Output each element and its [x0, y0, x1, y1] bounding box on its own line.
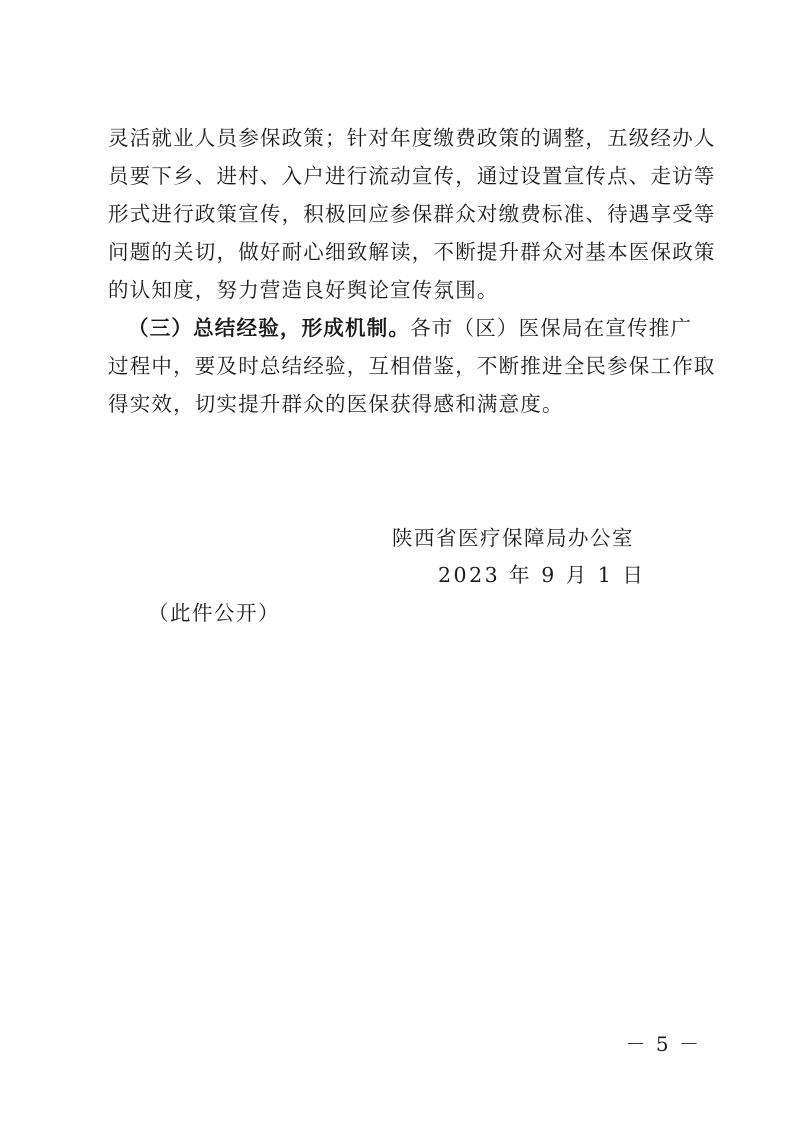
body-line-2: 员要下乡、进村、入户进行流动宣传，通过设置宣传点、走访等	[108, 164, 716, 188]
body-line-3: 形式进行政策宣传，积极回应参保群众对缴费标准、待遇享受等	[108, 202, 716, 226]
page-number: － 5 －	[625, 1032, 701, 1056]
disclosure-note: （此件公开）	[148, 601, 280, 625]
section-three-first-line	[128, 316, 692, 340]
body-line-5: 的认知度，努力营造良好舆论宣传氛围。	[108, 278, 499, 302]
body-line-8: 得实效，切实提升群众的医保获得感和满意度。	[108, 392, 564, 416]
section-three-heading: （三）总结经验，形成机制。	[128, 316, 411, 340]
signature-date: 2023 年 9 月 1 日	[438, 563, 646, 587]
signature-organization: 陕西省医疗保障局办公室	[392, 526, 634, 550]
body-line-7: 过程中，要及时总结经验，互相借鉴，不断推进全民参保工作取	[108, 354, 716, 378]
body-line-1: 灵活就业人员参保政策；针对年度缴费政策的调整，五级经办人	[108, 126, 716, 150]
section-three-first-text: 各市（区）医保局在宣传推广	[410, 316, 693, 340]
body-line-4: 问题的关切，做好耐心细致解读，不断提升群众对基本医保政策	[108, 240, 716, 264]
